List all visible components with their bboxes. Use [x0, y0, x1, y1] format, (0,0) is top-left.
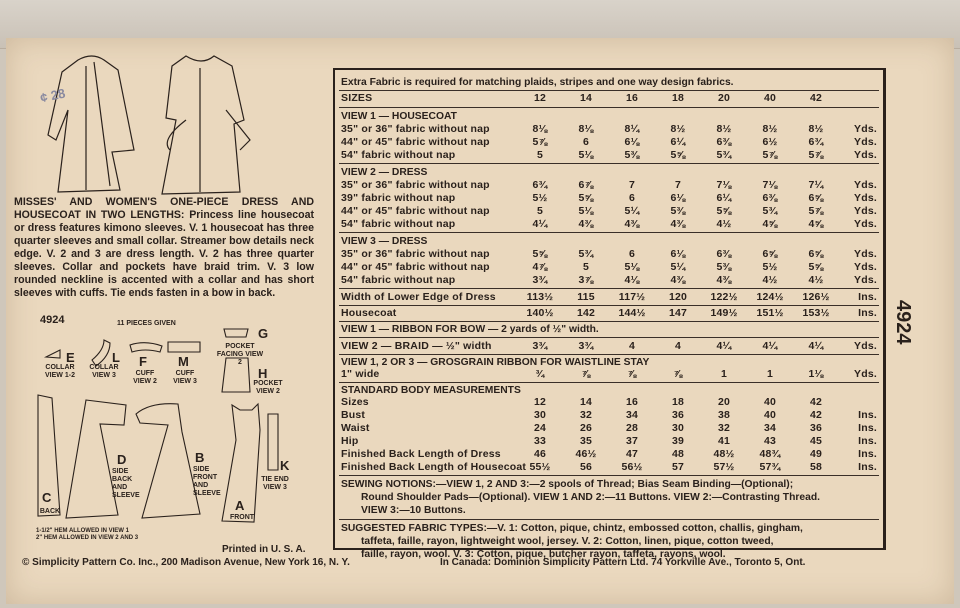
cell-value: 6⅝ [808, 192, 824, 204]
piece-label: FRONT [229, 514, 255, 521]
unit: Yds. [854, 205, 877, 217]
cell-value: 1 [766, 368, 774, 380]
cell-value: 33 [533, 435, 547, 447]
cell-value: 45 [809, 435, 823, 447]
cell-value: 5¼ [624, 205, 640, 217]
dress-front-sketch [162, 56, 244, 194]
housecoat-back-sketch [48, 56, 134, 192]
piece-label: POCKET FACING VIEW 2 [216, 343, 264, 366]
size-header: 12 [533, 92, 547, 104]
cell-value: 5⅞ [532, 136, 548, 148]
fabric-types-line: taffeta, faille, rayon, lightweight wool, jersey. V. 2: Cotton, linen, pique, cotton tweed, [361, 536, 774, 547]
notions-line: VIEW 3:—10 Buttons. [361, 505, 466, 516]
cell-value: 39 [671, 435, 685, 447]
piece-k-tie-end [268, 414, 278, 470]
cell-value: 8½ [716, 123, 732, 135]
copyright: © Simplicity Pattern Co. Inc., 200 Madison Avenue, New York 16, N. Y. [22, 557, 350, 568]
cell-value: 8½ [670, 123, 686, 135]
cell-value: 5⅝ [670, 149, 686, 161]
cell-value: 7⅛ [716, 179, 732, 191]
price-stamp: ¢ 28 [38, 85, 67, 106]
cell-value: 6⅜ [716, 248, 732, 260]
cell-value: 56½ [621, 461, 643, 473]
row-label: 1" wide [341, 368, 380, 380]
cell-value: 5⅝ [808, 261, 824, 273]
cell-value: 26 [579, 422, 593, 434]
printed-in: Printed in U. S. A. [222, 544, 306, 555]
cell-value: 56 [579, 461, 593, 473]
cell-value: 3¾ [578, 340, 594, 352]
piece-letter: G [258, 326, 269, 341]
cell-value: 4½ [762, 274, 778, 286]
cell-value: 147 [668, 307, 688, 319]
cell-value: 5¾ [578, 248, 594, 260]
hem-note-2: 2" HEM ALLOWED IN VIEW 2 AND 3 [36, 535, 139, 541]
sizes-label: SIZES [341, 92, 373, 104]
cell-value: 7⅛ [762, 179, 778, 191]
cell-value: 5⅞ [808, 149, 824, 161]
divider [339, 321, 879, 322]
cell-value: 5¾ [762, 205, 778, 217]
cell-value: 57 [671, 461, 685, 473]
cell-value: 4½ [716, 218, 732, 230]
cell-value: 5⅝ [532, 248, 548, 260]
cell-value: 35 [579, 435, 593, 447]
yardage-chart [333, 68, 886, 560]
fabric-types-line: SUGGESTED FABRIC TYPES:—V. 1: Cotton, pique, chintz, embossed cotton, challis, gingham, [341, 523, 803, 534]
cell-value: 5½ [762, 261, 778, 273]
cell-value: 142 [576, 307, 596, 319]
row-label: Sizes [341, 396, 369, 408]
row-label: 54" fabric without nap [341, 218, 456, 230]
cell-value: 40 [763, 409, 777, 421]
size-header: 18 [671, 92, 685, 104]
pieces-given: 11 PIECES GIVEN [117, 320, 176, 327]
cell-value: 55½ [529, 461, 551, 473]
unit: Yds. [854, 149, 877, 161]
row-label: Hip [341, 435, 359, 447]
cell-value: 6⅝ [762, 248, 778, 260]
cell-value: 6¼ [670, 136, 686, 148]
piece-letter: B [195, 450, 205, 465]
cell-value: 8½ [762, 123, 778, 135]
cell-value: 4⅞ [532, 261, 548, 273]
cell-value: 6⅛ [624, 136, 640, 148]
cell-value: 149½ [710, 307, 738, 319]
piece-m-cuff [168, 342, 200, 352]
piece-letter: E [66, 350, 75, 365]
size-header: 42 [809, 92, 823, 104]
row-label: 54" fabric without nap [341, 274, 456, 286]
cell-value: 6⅞ [578, 179, 594, 191]
piece-label: BACK [39, 508, 61, 515]
cell-value: 7¼ [808, 179, 824, 191]
body-row [341, 409, 877, 422]
cell-value: 6⅛ [670, 192, 686, 204]
cell-value: 20 [717, 396, 731, 408]
cell-value: 40 [763, 396, 777, 408]
ribbon-row: VIEW 1 — RIBBON FOR BOW — 2 yards of ½" width. [341, 324, 599, 335]
cell-value: 6⅝ [808, 248, 824, 260]
cell-value: 4⅝ [762, 218, 778, 230]
cell-value: 4⅝ [808, 218, 824, 230]
cell-value: 115 [577, 291, 595, 303]
cell-value: 8⅛ [578, 123, 594, 135]
cell-value: 36 [809, 422, 823, 434]
piece-f-cuff [130, 343, 162, 352]
piece-label: POCKET VIEW 2 [253, 380, 283, 395]
divider [339, 163, 879, 164]
body-row [341, 435, 877, 448]
cell-value: 58 [809, 461, 823, 473]
cell-value: 34 [625, 409, 639, 421]
braid-row [341, 340, 877, 353]
notions-line: Round Shoulder Pads—(Optional). VIEW 1 AND 2:—11 Buttons. VIEW 2:—Contrasting Thread. [361, 492, 820, 503]
cell-value: 36 [671, 409, 685, 421]
cell-value: 117½ [618, 291, 646, 303]
cell-value: 30 [533, 409, 547, 421]
cell-value: 122½ [710, 291, 738, 303]
cell-value: 8⅛ [532, 123, 548, 135]
unit: Yds. [854, 340, 877, 352]
cell-value: 6 [582, 136, 590, 148]
cell-value: 3⅞ [578, 274, 594, 286]
yardage-row [341, 149, 877, 162]
row-label: 44" or 45" fabric without nap [341, 261, 490, 273]
fabric-note: Extra Fabric is required for matching plaids, stripes and one way design fabrics. [341, 77, 734, 88]
piece-letter: C [42, 490, 52, 505]
cell-value: 4½ [808, 274, 824, 286]
cell-value: 6⅛ [670, 248, 686, 260]
unit: Yds. [854, 368, 877, 380]
divider [339, 337, 879, 338]
cell-value: 42 [809, 396, 823, 408]
cell-value: 38 [717, 409, 731, 421]
cell-value: 43 [763, 435, 777, 447]
unit: Ins. [858, 291, 877, 303]
cell-value: 4 [674, 340, 682, 352]
divider [339, 232, 879, 233]
notions-line: SEWING NOTIONS:—VIEW 1, 2 AND 3:—2 spools of Thread; Bias Seam Binding—(Optional); [341, 479, 794, 490]
cell-value: 8½ [808, 123, 824, 135]
yardage-row [341, 205, 877, 218]
cell-value: 37 [625, 435, 639, 447]
cell-value: 57¾ [759, 461, 781, 473]
piece-letter: M [178, 354, 189, 369]
piece-letter: F [139, 354, 147, 369]
cell-value: 4⅜ [670, 218, 686, 230]
cell-value: 4⅜ [670, 274, 686, 286]
cell-value: 5⅞ [762, 149, 778, 161]
cell-value: 30 [671, 422, 685, 434]
unit: Ins. [858, 435, 877, 447]
cell-value: 48 [671, 448, 685, 460]
cell-value: 5 [536, 149, 544, 161]
cell-value: 5¼ [670, 261, 686, 273]
unit: Ins. [858, 461, 877, 473]
yardage-row [341, 218, 877, 231]
cell-value: 6½ [762, 136, 778, 148]
cell-value: 6⅜ [762, 192, 778, 204]
cell-value: 120 [668, 291, 688, 303]
piece-l-collar [92, 340, 110, 366]
yardage-row [341, 261, 877, 274]
unit: Yds. [854, 136, 877, 148]
cell-value: 6 [628, 248, 636, 260]
divider [339, 382, 879, 383]
row-label: Waist [341, 422, 370, 434]
view1-title: VIEW 1 — HOUSECOAT [341, 111, 457, 122]
cell-value: 5 [582, 261, 590, 273]
pattern-number-vertical: 4924 [892, 300, 914, 345]
row-label: Finished Back Length of Dress [341, 448, 501, 460]
cell-value: ⅞ [673, 368, 683, 380]
cell-value: 5⅝ [716, 205, 732, 217]
piece-label: SIDE BACK AND SLEEVE [112, 468, 140, 499]
cell-value: 140½ [526, 307, 554, 319]
divider [339, 475, 879, 476]
cell-value: 6⅜ [716, 136, 732, 148]
size-header: 14 [579, 92, 593, 104]
body-row [341, 461, 877, 474]
cell-value: ⅞ [581, 368, 591, 380]
piece-letter: D [117, 452, 127, 467]
piece-g-pocket-facing [224, 329, 248, 337]
description-number: 4924 [40, 314, 65, 326]
row-label: 54" fabric without nap [341, 149, 456, 161]
unit: Ins. [858, 409, 877, 421]
unit: Ins. [858, 307, 877, 319]
cell-value: 5⅛ [624, 261, 640, 273]
cell-value: 4¼ [716, 340, 732, 352]
row-label: 35" or 36" fabric without nap [341, 123, 490, 135]
divider [339, 305, 879, 306]
cell-value: 3¾ [532, 274, 548, 286]
body-row [341, 422, 877, 435]
divider [339, 519, 879, 520]
body-row [341, 448, 877, 461]
cell-value: 151½ [756, 307, 784, 319]
yardage-row [341, 123, 877, 136]
cell-value: 3¾ [532, 340, 548, 352]
piece-letter: K [280, 458, 290, 473]
cell-value: 124½ [756, 291, 784, 303]
cell-value: 5⅞ [808, 205, 824, 217]
cell-value: 32 [717, 422, 731, 434]
cell-value: 32 [579, 409, 593, 421]
cell-value: 5¾ [716, 149, 732, 161]
cell-value: 6¼ [716, 192, 732, 204]
piece-label: SIDE FRONT AND SLEEVE [193, 466, 221, 497]
cell-value: 4⅜ [624, 218, 640, 230]
cell-value: 47 [625, 448, 639, 460]
piece-label: COLLAR VIEW 3 [89, 364, 119, 379]
unit: Yds. [854, 274, 877, 286]
row-label: 44" or 45" fabric without nap [341, 136, 490, 148]
cell-value: 5⅜ [670, 205, 686, 217]
unit: Ins. [858, 448, 877, 460]
cell-value: 4¼ [808, 340, 824, 352]
row-label: 39" fabric without nap [341, 192, 456, 204]
yardage-row [341, 248, 877, 261]
grosgrain-title: VIEW 1, 2 OR 3 — GROSGRAIN RIBBON FOR WAISTLINE STAY [341, 357, 650, 368]
sizes-header [341, 92, 877, 105]
unit: Yds. [854, 123, 877, 135]
width-dress-row [341, 291, 877, 304]
cell-value: ¾ [535, 368, 545, 380]
row-label: 35" or 36" fabric without nap [341, 179, 490, 191]
unit: Ins. [858, 422, 877, 434]
cell-value: 7 [628, 179, 636, 191]
cell-value: 4¼ [762, 340, 778, 352]
cell-value: 5 [536, 205, 544, 217]
description-body: Princess line housecoat or dress features kimono sleeves. V. 1 housecoat has three quarter sleeves and small collar. Streamer bow details neck edge. V. 2 and 3 are dress length. V. 2 has three quarter sleeves. Collar and pockets have braid trim. V. 3 low rounded neckline is accented with a collar and has short sleeves with cuffs. Tie ends fasten in a bow in back. [14, 209, 314, 299]
piece-label: CUFF VIEW 3 [173, 370, 197, 385]
piece-letter: H [258, 366, 268, 381]
cell-value: 113½ [526, 291, 554, 303]
piece-label: COLLAR VIEW 1-2 [45, 364, 75, 379]
cell-value: 18 [671, 396, 685, 408]
cell-value: 28 [625, 422, 639, 434]
piece-label: CUFF VIEW 2 [133, 370, 157, 385]
cell-value: 5⅛ [578, 205, 594, 217]
piece-label: TIE END VIEW 3 [261, 476, 289, 491]
cell-value: 1⅛ [808, 368, 824, 380]
row-label: Width of Lower Edge of Dress [341, 291, 496, 303]
cell-value: 4⅛ [624, 274, 640, 286]
cell-value: 153½ [802, 307, 830, 319]
fabric-types-line: faille, rayon, wool. V. 3: Cotton, pique, butcher rayon, taffeta, rayons, wool. [361, 549, 726, 560]
divider [339, 288, 879, 289]
cell-value: 4¼ [532, 218, 548, 230]
cell-value: ⅞ [627, 368, 637, 380]
cell-value: 5⅜ [624, 149, 640, 161]
cell-value: 6¾ [532, 179, 548, 191]
yardage-row [341, 274, 877, 287]
unit: Yds. [854, 248, 877, 260]
view3-title: VIEW 3 — DRESS [341, 236, 428, 247]
cell-value: 57½ [713, 461, 735, 473]
cell-value: 48¾ [759, 448, 781, 460]
cell-value: 5⅛ [578, 149, 594, 161]
piece-letter: L [112, 350, 120, 365]
cell-value: 8¼ [624, 123, 640, 135]
hem-note-1: 1-1/2" HEM ALLOWED IN VIEW 1 [36, 528, 129, 534]
cell-value: 7 [674, 179, 682, 191]
yardage-row [341, 192, 877, 205]
cell-value: 4⅜ [716, 274, 732, 286]
cell-value: 5⅜ [716, 261, 732, 273]
size-header: 40 [763, 92, 777, 104]
row-label: Bust [341, 409, 366, 421]
cell-value: 12 [533, 396, 547, 408]
cell-value: 6 [628, 192, 636, 204]
cell-value: 5½ [532, 192, 548, 204]
cell-value: 16 [625, 396, 639, 408]
unit [839, 396, 877, 409]
cell-value: 46 [533, 448, 547, 460]
cell-value: 126½ [802, 291, 830, 303]
cell-value: 24 [533, 422, 547, 434]
unit: Yds. [854, 218, 877, 230]
piece-b-side-front [136, 404, 200, 518]
piece-e-collar [46, 350, 60, 358]
body-row [341, 396, 877, 409]
canada-address: In Canada: Dominion Simplicity Pattern Ltd. 74 Yorkville Ave., Toronto 5, Ont. [440, 557, 806, 568]
cell-value: 5⅝ [578, 192, 594, 204]
piece-letter: A [235, 498, 245, 513]
cell-value: 48½ [713, 448, 735, 460]
grosgrain-row [341, 368, 877, 381]
row-label: Housecoat [341, 307, 397, 319]
size-header: 16 [625, 92, 639, 104]
divider [339, 107, 879, 108]
divider [339, 90, 879, 91]
row-label: 35" or 36" fabric without nap [341, 248, 490, 260]
row-label: Finished Back Length of Housecoat [341, 461, 527, 473]
yardage-row [341, 136, 877, 149]
cell-value: 14 [579, 396, 593, 408]
unit: Yds. [854, 261, 877, 273]
yardage-row [341, 179, 877, 192]
row-label: 44" or 45" fabric without nap [341, 205, 490, 217]
view2-title: VIEW 2 — DRESS [341, 167, 428, 178]
cell-value: 46½ [575, 448, 597, 460]
pattern-description [14, 196, 314, 300]
divider [339, 354, 879, 355]
cell-value: 144½ [618, 307, 646, 319]
unit: Yds. [854, 192, 877, 204]
cell-value: 6¾ [808, 136, 824, 148]
cell-value: 1 [720, 368, 728, 380]
cell-value: 49 [809, 448, 823, 460]
cell-value: 42 [809, 409, 823, 421]
row-label: VIEW 2 — BRAID — ½" width [341, 340, 492, 352]
description-title: MISSES' AND WOMEN'S ONE-PIECE DRESS AND HOUSECOAT IN TWO LENGTHS: [14, 196, 314, 221]
body-measurements-title: STANDARD BODY MEASUREMENTS [341, 385, 521, 396]
cell-value: 4⅜ [578, 218, 594, 230]
unit: Yds. [854, 179, 877, 191]
width-housecoat-row [341, 307, 877, 320]
cell-value: 4 [628, 340, 636, 352]
cell-value: 34 [763, 422, 777, 434]
size-header: 20 [717, 92, 731, 104]
cell-value: 41 [717, 435, 731, 447]
